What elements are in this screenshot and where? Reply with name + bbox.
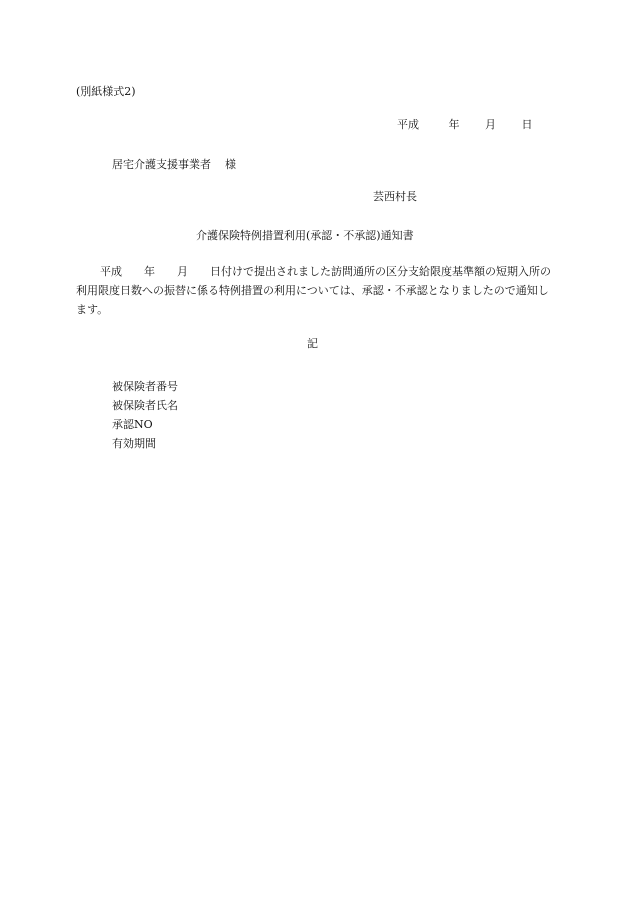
document-title: 介護保険特例措置利用(承認・不承認)通知書 [196, 229, 414, 242]
item-approval-no: 承認NO [112, 418, 153, 431]
body-month: 月 [177, 265, 188, 278]
addressee-name: 居宅介護支援事業者 [112, 158, 211, 171]
ki-heading: 記 [307, 337, 318, 350]
body-year: 年 [144, 265, 155, 278]
date-month: 月 [485, 118, 496, 131]
date-day: 日 [521, 118, 533, 131]
date-year: 年 [448, 118, 460, 131]
body-text: 日付けで提出されました訪問通所の区分支給限度基準額の短期入所の利用限度日数への振替に係る特例措置の利用については、承認・不承認となりましたので通知します。 [76, 265, 551, 316]
date-era: 平成 [397, 118, 419, 131]
body-paragraph [76, 262, 556, 319]
addressee [112, 159, 236, 170]
item-insured-number: 被保険者番号 [112, 380, 178, 393]
item-insured-name: 被保険者氏名 [112, 399, 178, 412]
body-era: 平成 [100, 265, 122, 278]
date-line [397, 119, 533, 130]
addressee-honorific: 様 [225, 158, 236, 171]
form-label: (別紙様式2) [76, 85, 136, 98]
item-list [112, 377, 178, 453]
item-valid-period: 有効期間 [112, 437, 156, 450]
sender: 芸西村長 [373, 190, 417, 203]
